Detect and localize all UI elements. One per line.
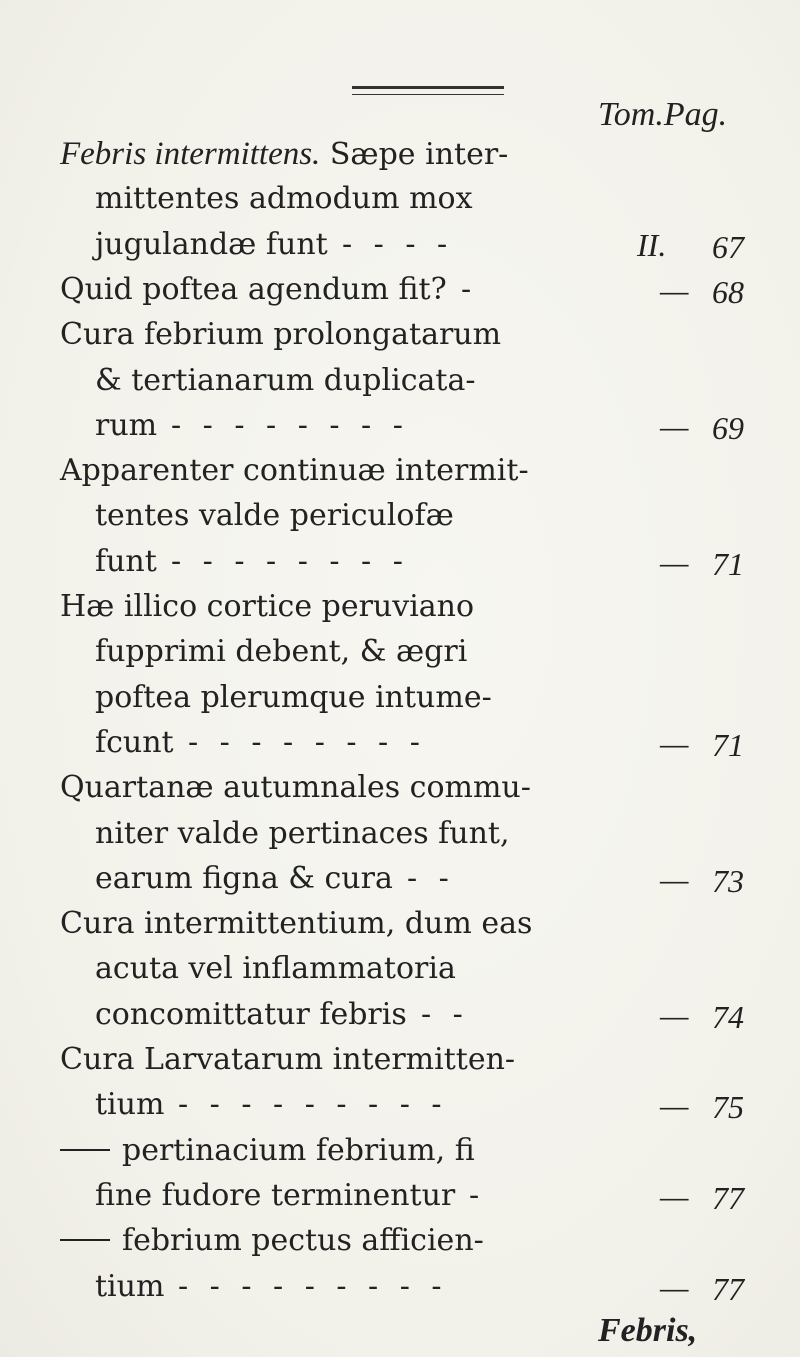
index-line bbox=[0, 901, 800, 947]
entry-text-part: Sæpe inter- bbox=[320, 137, 509, 172]
index-line bbox=[0, 312, 800, 358]
entry-text bbox=[60, 267, 447, 313]
column-header: Tom.Pag. bbox=[598, 96, 728, 133]
volume-ditto: — bbox=[660, 543, 689, 580]
entry-text-part: fine fudore terminentur bbox=[95, 1177, 456, 1213]
entry-text bbox=[60, 448, 529, 494]
entry-text bbox=[60, 131, 508, 178]
entry-text-part: fupprimi debent, & ægri bbox=[95, 634, 468, 670]
entry-text-part: funt bbox=[95, 543, 157, 579]
index-line bbox=[0, 1128, 800, 1174]
entry-text bbox=[95, 629, 467, 675]
entry-text-part: Quartanæ autumnales commu- bbox=[60, 770, 531, 806]
dot-leaders: - - - - - - - - bbox=[171, 407, 409, 443]
entry-text-part: Apparenter continuæ intermit- bbox=[60, 453, 529, 489]
entry-text bbox=[95, 222, 328, 268]
dot-leaders: - - bbox=[407, 860, 455, 896]
page-number: 74 bbox=[712, 998, 744, 1035]
entry-text-part: Cura intermittentium, dum eas bbox=[60, 906, 533, 942]
index-line bbox=[0, 131, 800, 177]
entry-text bbox=[95, 675, 492, 721]
volume-ditto: — bbox=[660, 996, 689, 1033]
volume-ditto: — bbox=[660, 271, 689, 308]
entry-text bbox=[95, 720, 174, 766]
entry-text-part: acuta vel inflammatoria bbox=[95, 951, 456, 987]
entry-text bbox=[60, 1128, 475, 1174]
index-line bbox=[0, 448, 800, 494]
index-line bbox=[0, 1264, 800, 1310]
index-line bbox=[0, 1218, 800, 1264]
entry-text-part: fcunt bbox=[95, 724, 174, 760]
page-number: 77 bbox=[712, 1270, 744, 1307]
entry-text bbox=[60, 765, 531, 811]
dot-leaders: - - - - - - - - - bbox=[178, 1268, 448, 1304]
entry-text bbox=[95, 856, 393, 902]
entry-text bbox=[95, 1173, 455, 1219]
entry-text-part: Hæ illico cortice peruviano bbox=[60, 589, 475, 624]
dot-leaders: - bbox=[469, 1177, 486, 1213]
entry-text bbox=[60, 901, 532, 947]
entry-text-part: jugulandæ funt bbox=[95, 226, 328, 262]
index-line bbox=[0, 403, 800, 449]
entry-text-part: Cura febrium prolongatarum bbox=[60, 317, 502, 353]
index-line bbox=[0, 946, 800, 992]
dot-leaders: - - bbox=[421, 996, 469, 1032]
page-number: 75 bbox=[712, 1089, 744, 1126]
top-rule-thin bbox=[352, 94, 504, 95]
index-line bbox=[0, 222, 800, 268]
entry-text bbox=[95, 1264, 164, 1310]
dot-leaders: - bbox=[461, 271, 478, 307]
entry-text-part: concomittatur febris bbox=[95, 996, 407, 1032]
entry-text bbox=[95, 403, 157, 449]
entry-text-part: tium bbox=[95, 1268, 165, 1304]
page-number: 68 bbox=[712, 273, 744, 310]
page-number: 67 bbox=[712, 228, 744, 265]
entry-title-italic: Febris intermittens. bbox=[60, 136, 321, 172]
index-line bbox=[0, 856, 800, 902]
page-number: 69 bbox=[712, 409, 744, 446]
entry-text bbox=[95, 358, 475, 404]
dot-leaders: - - - - bbox=[342, 226, 454, 262]
entry-text bbox=[60, 312, 501, 358]
entry-text bbox=[95, 946, 456, 992]
catchword: Febris, bbox=[598, 1312, 698, 1349]
page-number: 71 bbox=[712, 545, 744, 582]
volume-ditto: — bbox=[660, 1087, 689, 1124]
entry-text bbox=[95, 1082, 164, 1128]
entry-text bbox=[60, 1037, 515, 1083]
index-line bbox=[0, 1037, 800, 1083]
index-line bbox=[0, 720, 800, 766]
dot-leaders: - - - - - - - - bbox=[188, 724, 426, 760]
volume-ditto: — bbox=[660, 407, 689, 444]
entry-text bbox=[95, 811, 510, 857]
entry-text bbox=[60, 1218, 484, 1264]
index-line bbox=[0, 358, 800, 404]
entry-text-part: rum bbox=[95, 407, 158, 443]
index-line bbox=[0, 675, 800, 721]
index-line bbox=[0, 811, 800, 857]
volume-ditto: — bbox=[660, 860, 689, 897]
volume-ditto: — bbox=[660, 1268, 689, 1305]
index-line bbox=[0, 1082, 800, 1128]
ditto-dash bbox=[60, 1239, 110, 1241]
entry-text bbox=[95, 992, 407, 1038]
entry-text-part: tentes valde periculofæ bbox=[95, 498, 454, 534]
index-line bbox=[0, 493, 800, 539]
index-line bbox=[0, 992, 800, 1038]
dot-leaders: - - - - - - - - - bbox=[178, 1087, 448, 1123]
volume-ditto: — bbox=[660, 724, 689, 761]
index-line bbox=[0, 765, 800, 811]
entry-text-part: febrium pectus afficien- bbox=[122, 1223, 484, 1259]
entry-text bbox=[95, 539, 157, 585]
entry-text-part: niter valde pertinaces funt, bbox=[95, 815, 510, 851]
entry-text-part: & tertianarum duplicata- bbox=[95, 362, 476, 398]
entry-text-part: mittentes admodum mox bbox=[95, 181, 473, 217]
top-rule bbox=[352, 86, 504, 89]
entry-text-part: Quid poftea agendum fit? bbox=[60, 271, 447, 307]
page-number: 71 bbox=[712, 726, 744, 763]
entry-text-part: poftea plerumque intume- bbox=[95, 679, 492, 715]
ditto-dash bbox=[60, 1149, 110, 1151]
entry-text-part: Cura Larvatarum intermitten- bbox=[60, 1042, 516, 1077]
index-line bbox=[0, 584, 800, 630]
entry-text-part: pertinacium febrium, fi bbox=[122, 1132, 475, 1168]
page-number: 73 bbox=[712, 862, 744, 899]
entry-text-part: earum figna & cura bbox=[95, 860, 393, 896]
volume-number: II. bbox=[637, 226, 667, 263]
entry-text bbox=[95, 176, 473, 222]
index-line bbox=[0, 176, 800, 222]
index-line bbox=[0, 629, 800, 675]
index-line bbox=[0, 1173, 800, 1219]
dot-leaders: - - - - - - - - bbox=[171, 543, 409, 579]
volume-ditto: — bbox=[660, 1177, 689, 1214]
entry-text bbox=[60, 584, 474, 630]
page-number: 77 bbox=[712, 1179, 744, 1216]
index-line bbox=[0, 539, 800, 585]
entry-text-part: tium bbox=[95, 1087, 165, 1123]
index-line bbox=[0, 267, 800, 313]
entry-text bbox=[95, 493, 454, 539]
